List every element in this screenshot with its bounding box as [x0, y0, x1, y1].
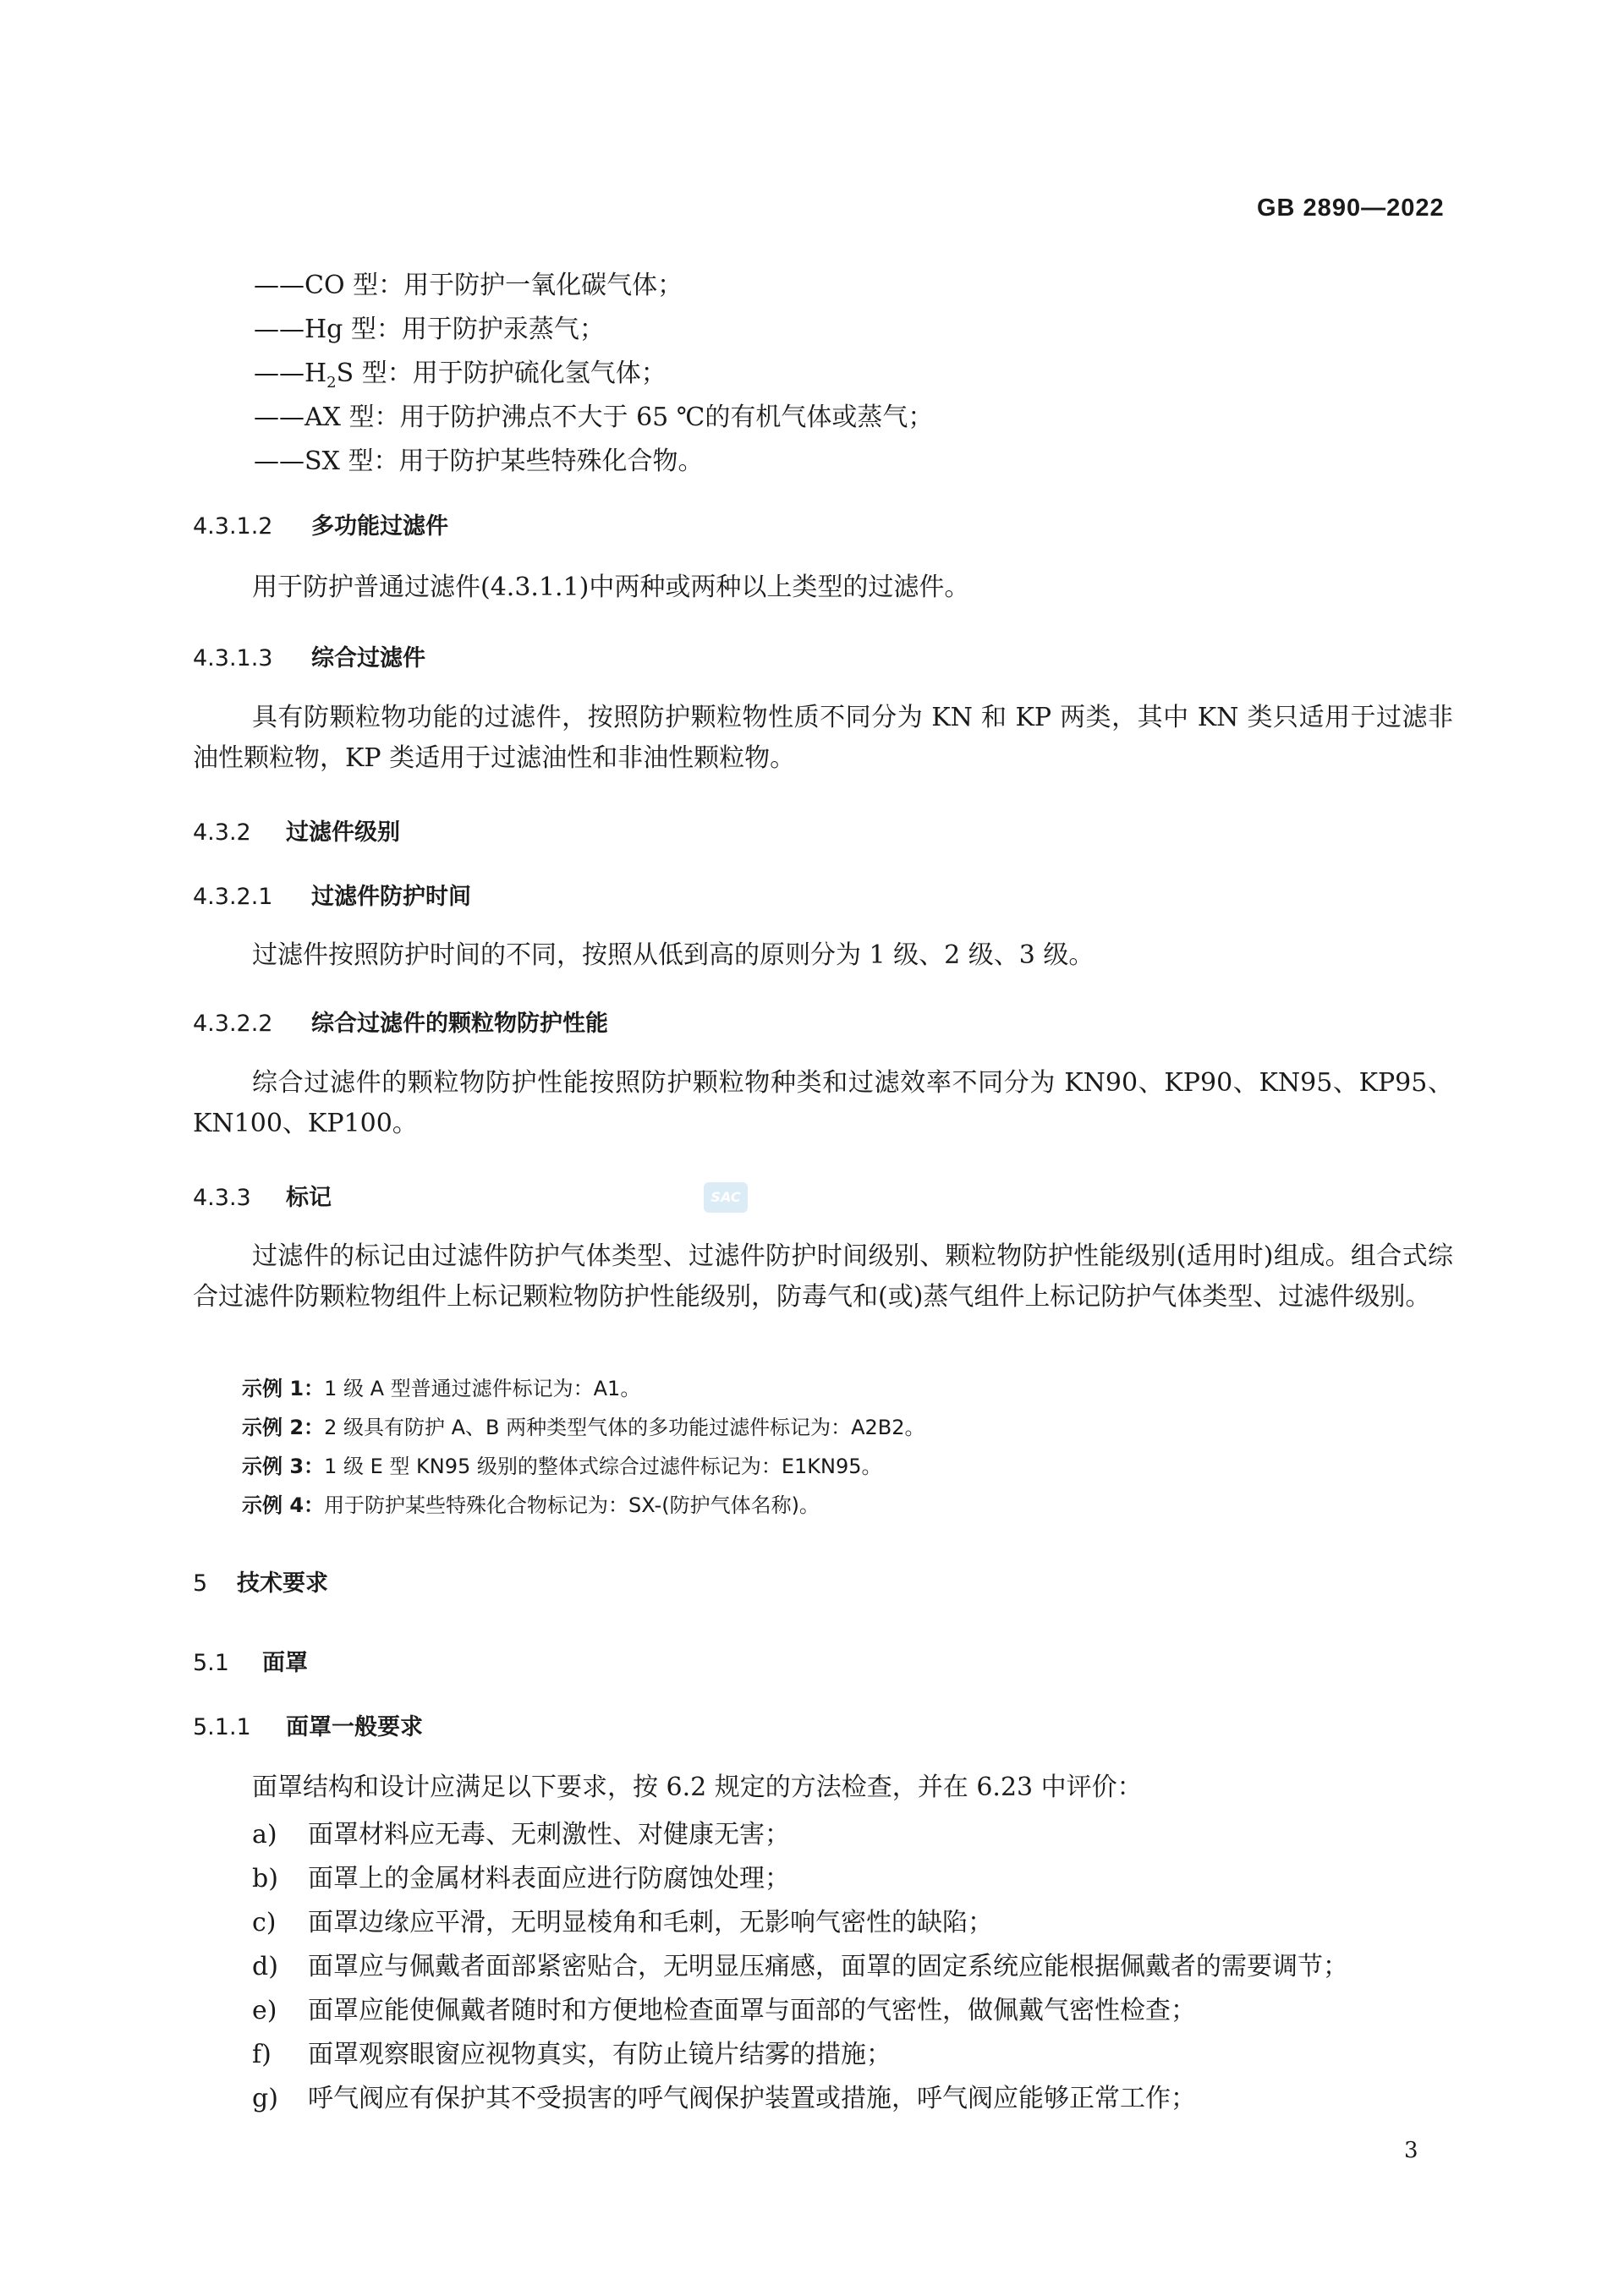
section-heading-433 — [193, 1179, 332, 1212]
section-title: 多功能过滤件 — [311, 513, 448, 540]
section-number: 5 — [193, 1570, 208, 1597]
example-text: 用于防护某些特殊化合物标记为：SX-(防护气体名称)。 — [324, 1493, 820, 1517]
section-number: 5.1 — [193, 1650, 229, 1676]
list-marker: d) — [252, 1952, 278, 1981]
section-text-4312: 用于防护普通过滤件(4.3.1.1)中两种或两种以上类型的过滤件。 — [252, 573, 970, 602]
section-title: 过滤件防护时间 — [311, 884, 471, 910]
section-heading-511 — [193, 1708, 423, 1741]
section-number: 5.1.1 — [193, 1714, 251, 1740]
section-heading-5 — [193, 1564, 328, 1597]
requirement-item — [252, 1862, 790, 1896]
section-title: 综合过滤件的颗粒物防护性能 — [311, 1011, 608, 1037]
section-number: 4.3.3 — [193, 1185, 251, 1211]
list-marker: e) — [252, 1996, 277, 2025]
section-heading-4312 — [193, 507, 448, 540]
h2s-rest: S 型：用于防护硫化氢气体； — [336, 359, 667, 388]
list-marker: f) — [252, 2040, 272, 2069]
example-text: 2 级具有防护 A、B 两种类型气体的多功能过滤件标记为：A2B2。 — [324, 1416, 925, 1439]
type-item-ax: ——AX 型：用于防护沸点不大于 65 ℃的有机气体或蒸气； — [254, 403, 934, 432]
requirement-item — [252, 1818, 790, 1852]
section-title: 过滤件级别 — [286, 819, 400, 846]
type-item-h2s — [254, 357, 667, 400]
example-text: 1 级 E 型 KN95 级别的整体式综合过滤件标记为：E1KN95。 — [324, 1455, 882, 1478]
section-title: 面罩 — [262, 1650, 308, 1676]
section-heading-4322 — [193, 1005, 608, 1038]
example-3 — [242, 1449, 882, 1479]
requirement-item — [252, 2082, 1196, 2116]
example-label: 示例 3： — [242, 1455, 325, 1478]
list-marker: g) — [252, 2084, 278, 2113]
section-text-4313: 具有防颗粒物功能的过滤件，按照防护颗粒物性质不同分为 KN 和 KP 两类，其中 KN 类只适用于过滤非油性颗粒物，KP 类适用于过滤油性和非油性颗粒物。 — [193, 703, 1453, 773]
sac-watermark: SAC — [704, 1182, 748, 1213]
list-marker: a) — [252, 1820, 277, 1849]
requirement-text: 面罩材料应无毒、无刺激性、对健康无害； — [308, 1820, 790, 1849]
requirement-text: 呼气阀应有保护其不受损害的呼气阀保护装置或措施，呼气阀应能够正常工作； — [308, 2084, 1196, 2113]
section-number: 4.3.2.2 — [193, 1011, 273, 1037]
example-2 — [242, 1411, 925, 1440]
section-heading-51 — [193, 1644, 308, 1677]
section-number: 4.3.1.2 — [193, 513, 273, 540]
requirement-item — [252, 1906, 993, 1940]
example-text: 1 级 A 型普通过滤件标记为：A1。 — [324, 1377, 641, 1400]
example-4 — [242, 1488, 820, 1518]
h2s-prefix: ——H — [254, 359, 327, 388]
section-number: 4.3.1.3 — [193, 645, 273, 671]
page-number: 3 — [1404, 2138, 1418, 2163]
section-title: 标记 — [286, 1185, 332, 1211]
section-text-4321: 过滤件按照防护时间的不同，按照从低到高的原则分为 1 级、2 级、3 级。 — [252, 940, 1095, 970]
type-item-co: ——CO 型：用于防护一氧化碳气体； — [254, 271, 683, 300]
section-text-511: 面罩结构和设计应满足以下要求，按 6.2 规定的方法检查，并在 6.23 中评价： — [252, 1773, 1143, 1802]
requirement-text: 面罩观察眼窗应视物真实，有防止镜片结雾的措施； — [308, 2040, 892, 2069]
requirement-text: 面罩应与佩戴者面部紧密贴合，无明显压痛感，面罩的固定系统应能根据佩戴者的需要调节； — [308, 1952, 1348, 1981]
requirement-item — [252, 2038, 892, 2072]
list-marker: b) — [252, 1864, 278, 1893]
type-item-sx: ——SX 型：用于防护某些特殊化合物。 — [254, 447, 704, 476]
example-label: 示例 2： — [242, 1416, 325, 1439]
requirement-text: 面罩上的金属材料表面应进行防腐蚀处理； — [308, 1864, 790, 1893]
section-text-433: 过滤件的标记由过滤件防护气体类型、过滤件防护时间级别、颗粒物防护性能级别(适用时)组成。组合式综合过滤件防颗粒物组件上标记颗粒物防护性能级别，防毒气和(或)蒸气组件上标记防护气体类型、过滤件级别。 — [193, 1241, 1453, 1312]
list-marker: c) — [252, 1908, 277, 1937]
example-label: 示例 1： — [242, 1377, 325, 1400]
section-heading-4321 — [193, 878, 471, 911]
section-number: 4.3.2.1 — [193, 884, 273, 910]
section-number: 4.3.2 — [193, 819, 251, 846]
example-label: 示例 4： — [242, 1493, 325, 1517]
requirement-text: 面罩边缘应平滑，无明显棱角和毛刺，无影响气密性的缺陷； — [308, 1908, 993, 1937]
section-heading-432 — [193, 814, 400, 847]
section-heading-4313 — [193, 639, 425, 672]
section-title: 面罩一般要求 — [286, 1714, 423, 1740]
section-text-4322: 综合过滤件的颗粒物防护性能按照防护颗粒物种类和过滤效率不同分为 KN90、KP90、KN95、KP95、KN100、KP100。 — [193, 1068, 1453, 1138]
section-title: 技术要求 — [237, 1570, 328, 1597]
type-item-hg: ——Hg 型：用于防护汞蒸气； — [254, 315, 605, 344]
example-1 — [242, 1372, 640, 1401]
requirement-item — [252, 1950, 1348, 1984]
section-title: 综合过滤件 — [311, 645, 425, 671]
requirement-text: 面罩应能使佩戴者随时和方便地检查面罩与面部的气密性，做佩戴气密性检查； — [308, 1996, 1196, 2025]
requirement-item — [252, 1994, 1196, 2028]
standard-number: GB 2890—2022 — [1257, 195, 1445, 222]
h2s-subscript: 2 — [326, 374, 337, 392]
